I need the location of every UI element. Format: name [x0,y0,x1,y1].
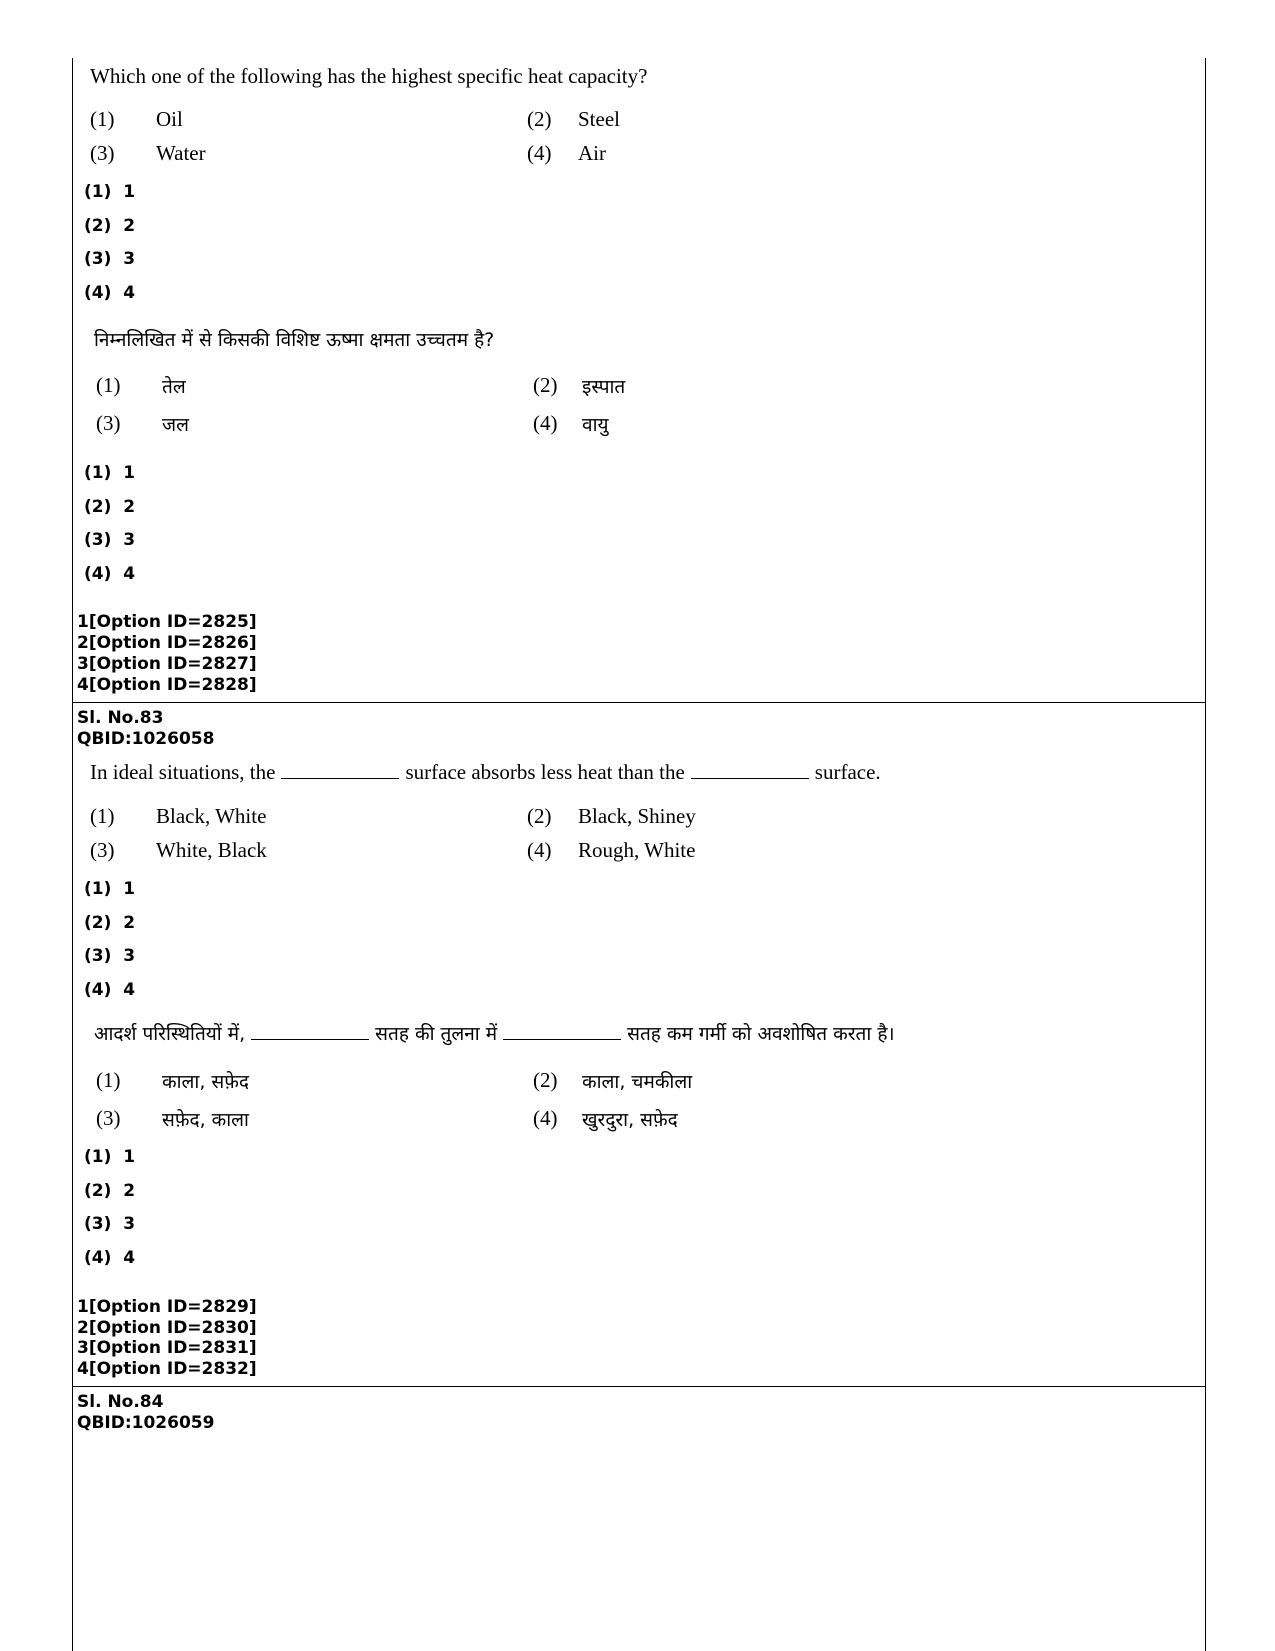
q83-option-4-num-hi: (4) [533,1106,558,1130]
q82-answer-4-en: (4) 4 [84,283,136,303]
q82-answer-4-hi: (4) 4 [84,564,136,584]
q83-option-id-2: 2[Option ID=2830] [77,1318,257,1338]
fill-blank-hi-1 [251,1023,369,1040]
q82-option-3-num-en: (3) [90,141,115,165]
q83-option-id-3: 3[Option ID=2831] [77,1338,257,1358]
q82-answer-1-hi: (1) 1 [84,463,136,483]
q82-option-id-4: 4[Option ID=2828] [77,675,257,695]
q83-option-2-text-en: Black, Shiney [578,804,696,828]
q82-answer-1-en: (1) 1 [84,182,136,202]
q83-option-3-text-hi: सफ़ेद, काला [162,1109,249,1131]
q83-answer-4-hi: (4) 4 [84,1248,136,1268]
q82-option-3-num-hi: (3) [96,411,121,435]
q83-option-4-text-en: Rough, White [578,838,696,862]
question-83-text-hi [94,1020,895,1046]
q83-text-hi-part3: सतह कम गर्मी को अवशोषित करता है। [627,1023,895,1045]
q83-option-2-num-en: (2) [527,804,552,828]
q83-answer-3-en: (3) 3 [84,946,136,966]
q82-option-2-num-en: (2) [527,107,552,131]
q82-option-3-text-en: Water [156,141,206,165]
qbid-84: QBID:1026059 [77,1413,215,1433]
q82-option-2-num-hi: (2) [533,373,558,397]
q82-option-4-num-hi: (4) [533,411,558,435]
q82-option-4-num-en: (4) [527,141,552,165]
qbid-83: QBID:1026058 [77,729,215,749]
fill-blank-2 [691,762,809,779]
q82-option-1-num-hi: (1) [96,373,121,397]
q83-text-hi-part2: सतह की तुलना में [375,1023,498,1045]
q83-option-1-num-en: (1) [90,804,115,828]
q82-option-1-text-hi: तेल [162,376,186,398]
fill-blank-1 [281,762,399,779]
q83-option-3-num-hi: (3) [96,1106,121,1130]
q83-option-3-text-en: White, Black [156,838,267,862]
q82-option-id-1: 1[Option ID=2825] [77,612,257,632]
q83-text-en-part3: surface. [814,760,881,784]
q82-option-id-3: 3[Option ID=2827] [77,654,257,674]
q83-answer-3-hi: (3) 3 [84,1214,136,1234]
q82-option-2-text-hi: इस्पात [582,376,626,398]
q83-option-4-text-hi: खुरदुरा, सफ़ेद [582,1109,678,1131]
q82-answer-3-en: (3) 3 [84,249,136,269]
q83-option-1-text-hi: काला, सफ़ेद [162,1071,249,1093]
q83-text-hi-part1: आदर्श परिस्थितियों में, [94,1023,246,1045]
q83-option-2-text-hi: काला, चमकीला [582,1071,693,1093]
sl-no-84: Sl. No.84 [77,1392,164,1412]
question-divider [72,702,1206,703]
q83-option-4-num-en: (4) [527,838,552,862]
question-82-text-hi: निम्नलिखित में से किसकी विशिष्ट ऊष्मा क्षमता उच्चतम है? [94,329,495,351]
q82-answer-3-hi: (3) 3 [84,530,136,550]
q82-answer-2-en: (2) 2 [84,216,136,236]
q83-option-3-num-en: (3) [90,838,115,862]
sl-no-83: Sl. No.83 [77,708,164,728]
question-divider [72,1386,1206,1387]
q83-option-id-4: 4[Option ID=2832] [77,1359,257,1379]
question-82-text-en: Which one of the following has the highest specific heat capacity? [90,64,648,88]
q83-option-1-text-en: Black, White [156,804,267,828]
q83-option-1-num-hi: (1) [96,1068,121,1092]
q83-text-en-part1: In ideal situations, the [90,760,276,784]
q83-option-2-num-hi: (2) [533,1068,558,1092]
q83-answer-4-en: (4) 4 [84,980,136,1000]
q82-option-2-text-en: Steel [578,107,620,131]
q82-option-4-text-hi: वायु [582,414,609,436]
fill-blank-hi-2 [503,1023,621,1040]
q82-option-id-2: 2[Option ID=2826] [77,633,257,653]
q83-answer-1-hi: (1) 1 [84,1147,136,1167]
q82-option-1-num-en: (1) [90,107,115,131]
q83-answer-2-en: (2) 2 [84,913,136,933]
q83-text-en-part2: surface absorbs less heat than the [405,760,685,784]
q82-option-4-text-en: Air [578,141,606,165]
q83-answer-2-hi: (2) 2 [84,1181,136,1201]
q83-option-id-1: 1[Option ID=2829] [77,1297,257,1317]
q82-option-1-text-en: Oil [156,107,183,131]
question-83-text-en [90,760,881,785]
q82-answer-2-hi: (2) 2 [84,497,136,517]
q82-option-3-text-hi: जल [162,414,189,436]
q83-answer-1-en: (1) 1 [84,879,136,899]
